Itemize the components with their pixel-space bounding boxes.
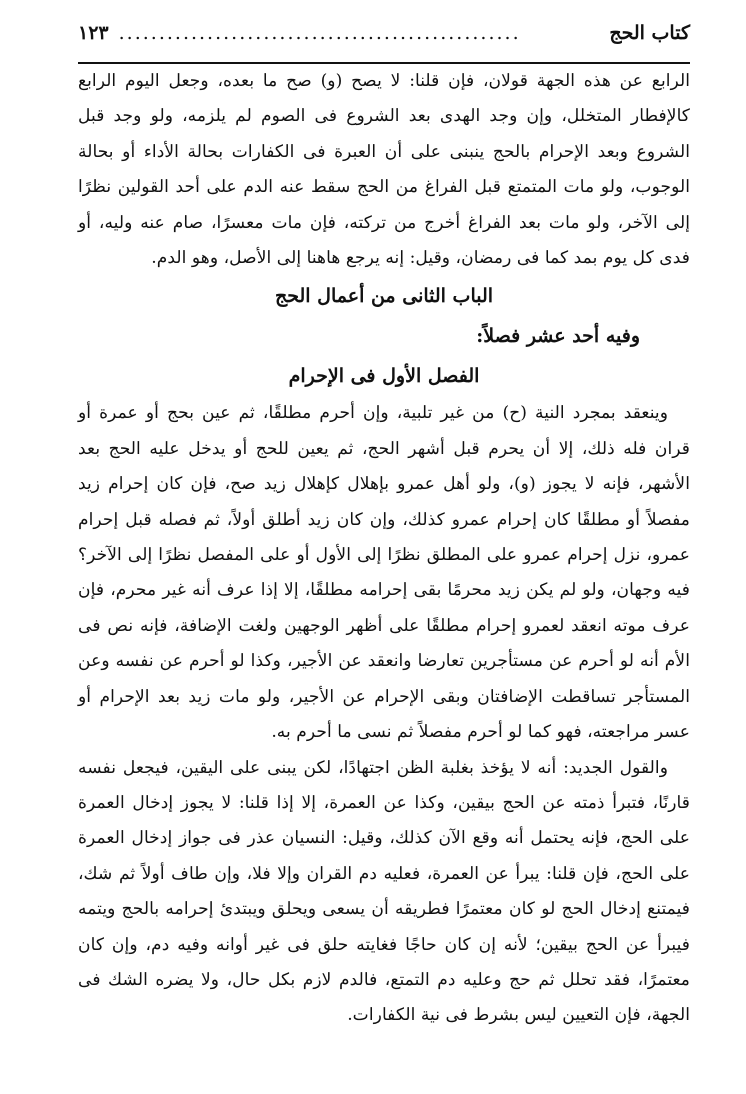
- paragraph-2: وينعقد بمجرد النية (ح) من غير تلبية، وإن أحرم مطلقًا، ثم عين بحج أو عمرة أو قران فله ذلك، إلا أن يحرم قبل أشهر الحج، ثم يعين للحج أو يدخل عليه الحج بعد الأشهر، فإنه لا يجوز (و)، ولو أهل عمرو بإهلال كإهلال زيد صح، فإن كان إحرام زيد مفصلاً أو مطلقًا كان إحرام عمرو كذلك، وإن كان زيد أطلق أولاً، ثم فصله قبل إحرام عمرو، نزل إحرام عمرو على المطلق نظرًا إلى الأول أو على المفصل نظرًا إلى الآخر؟ فيه وجهان، ولو لم يكن زيد محرمًا بقى إحرامه مطلقًا، إلا إذا عرف أنه غير محرم، فإن عرف موته انعقد لعمرو إحرام مطلقًا على أظهر الوجهين ولغت الإضافة، فإنه نص فى الأم أنه لو أحرم عن مستأجرين تعارضا وانعقد عن الأجير، وكذا لو أحرم عن نفسه وعن المستأجر تساقطت الإضافتان وبقى الإحرام عن الأجير، ولو مات زيد بعد الإحرام أو عسر مراجعته، فهو كما لو أحرم مفصلاً ثم نسى ما أحرم به.: [78, 403, 690, 743]
- running-header: [78, 22, 690, 64]
- book-page: [78, 22, 690, 1034]
- paragraph-3: والقول الجديد: أنه لا يؤخذ بغلبة الظن اجتهادًا، لكن يبنى على اليقين، فيجعل نفسه قارنًا، فتبرأ ذمته عن الحج بيقين، وكذا عن العمرة، إلا إذا قلنا: لا يجوز إدخال العمرة على الحج، فإنه يحتمل أنه وقع الآن كذلك، وقيل: النسيان عذر فى جواز إدخال العمرة على الحج، فإن قلنا: يبرأ عن العمرة، فعليه دم القران وإلا فلا، وإن طاف أولاً ثم شك، فيمتنع إدخال الحج لو كان معتمرًا فطريقه أن يسعى ويحلق ويبتدئ إحرامه بالحج ويتمه فيبرأ عن الحج بيقين؛ لأنه إن كان حاجًا فغايته حلق فى غير أوانه وفيه دم، وإن كان معتمرًا، فقد تحلل ثم حج وعليه دم التمتع، فالدم لازم بكل حال، ولا يضره الشك فى الجهة، فإن التعيين ليس بشرط فى نية الكفارات.: [78, 757, 690, 1026]
- leader-dots: ..................................................: [118, 22, 521, 44]
- sections-note: وفيه أحد عشر فصلاً:: [476, 325, 640, 348]
- paragraph-1: الرابع عن هذه الجهة قولان، فإن قلنا: لا يصح (و) صح ما بعده، وجعل اليوم الرابع كالإفطار المتخلل، وإن وجد الهدى بعد الشروع فى الصوم لم يلزمه، ولو وجد قبل الشروع وبعد الإحرام بالحج ينبنى على أن العبرة فى الكفارات بحالة الأداء أو بحالة الوجوب، ولو مات المتمتع قبل الفراغ من الحج سقط عنه الدم على أحد القولين نظرًا إلى الآخر، ولو مات بعد الفراغ أخرج من تركته، فإن مات معسرًا، صام عنه وليه، أو فدى كل يوم بمد كما فى رمضان، وقيل: إنه يرجع هاهنا إلى الأصل، وهو الدم.: [78, 71, 690, 269]
- page-number: ١٢٣: [78, 22, 109, 44]
- chapter-heading: الباب الثانى من أعمال الحج: [274, 285, 494, 308]
- running-title: كتاب الحج: [609, 22, 690, 44]
- section-heading: الفصل الأول فى الإحرام: [288, 365, 480, 388]
